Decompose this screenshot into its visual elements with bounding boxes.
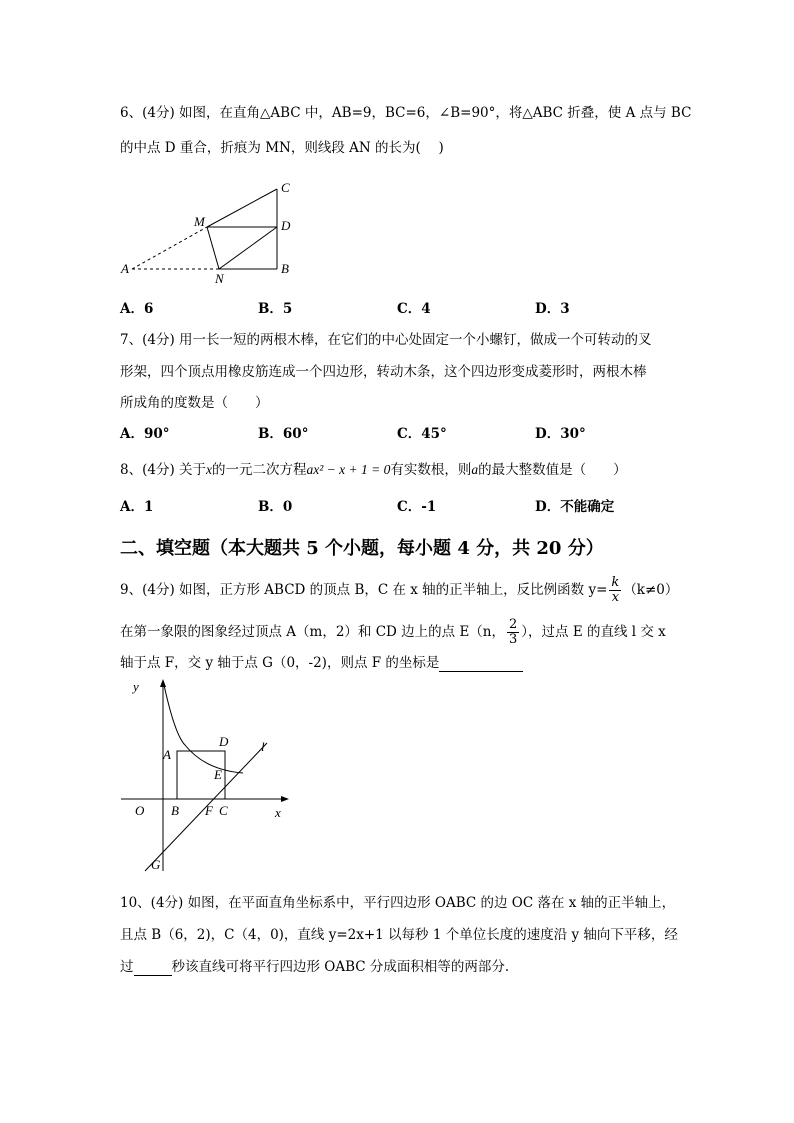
- q10-line-3-after: 秒该直线可将平行四边形 OABC 分成面积相等的两部分.: [171, 959, 510, 975]
- q9-fraction-2-over-3: [507, 618, 519, 647]
- q9-line-1: [120, 576, 678, 605]
- q9-line-2-after: ），过点 E 的直线 l 交 x: [521, 624, 666, 640]
- q7-option-d: D．30°: [535, 426, 586, 442]
- q9-fraction-k-over-x: [609, 576, 621, 605]
- q7-option-a: A．90°: [120, 426, 170, 442]
- q7-line-3: 所成角的度数是（ ）: [120, 395, 269, 411]
- q8-mid: 的一元二次方程: [212, 462, 307, 478]
- q6-option-c: C．4: [397, 301, 431, 317]
- q9-label-b: B: [171, 803, 179, 818]
- q9-frac2-den: 3: [509, 632, 518, 647]
- q8-line: [120, 461, 627, 479]
- q8-equation: ax² − x + 1 = 0: [306, 462, 391, 477]
- q9-label-y: y: [133, 679, 139, 694]
- q9-line-2: [120, 618, 666, 647]
- q9-frac1-den: x: [611, 590, 620, 605]
- q6-option-b: B．5: [258, 301, 293, 317]
- q6-label-b: B: [281, 261, 289, 276]
- q8-prefix: 8、(4分) 关于: [120, 462, 207, 478]
- q9-label-c: C: [219, 803, 228, 818]
- q10-answer-blank[interactable]: [134, 961, 172, 976]
- q6-triangle-figure: [115, 175, 305, 287]
- q9-label-o: O: [135, 803, 145, 818]
- q9-label-e: E: [214, 767, 222, 782]
- q8-mid2: 有实数根，则: [390, 462, 472, 478]
- q9-answer-blank[interactable]: [439, 657, 523, 672]
- q8-option-b: B．0: [258, 499, 293, 515]
- q9-label-g: G: [151, 857, 161, 872]
- q8-option-c: C．-1: [397, 499, 437, 515]
- q9-label-f: F: [205, 803, 213, 818]
- q10-line-1: 10、(4分) 如图，在平面直角坐标系中，平行四边形 OABC 的边 OC 落在 x 轴的正半轴上，: [120, 895, 676, 911]
- q10-line-3: [120, 958, 509, 976]
- q6-label-d: D: [281, 218, 291, 233]
- q7-line-1: 7、(4分) 用一长一短的两根木棒，在它们的中心处固定一个小螺钉，做成一个可转动的叉: [120, 332, 652, 348]
- q6-label-m: M: [194, 214, 205, 229]
- q6-option-a: A．6: [120, 301, 154, 317]
- q9-frac2-num: 2: [509, 617, 518, 632]
- q10-line-2: 且点 B（6，2)，C（4，0)，直线 y=2x+1 以每秒 1 个单位长度的速度沿 y 轴向下平移，经: [120, 927, 678, 943]
- q7-line-2: 形架，四个顶点用橡皮筋连成一个四边形，转动木条，这个四边形变成菱形时，两根木棒: [120, 364, 647, 380]
- q7-option-b: B．60°: [258, 426, 309, 442]
- q8-option-d: D．不能确定: [535, 499, 615, 515]
- q9-line-3-text: 轴于点 F，交 y 轴于点 G（0，-2)，则点 F 的坐标是: [120, 655, 440, 671]
- q9-label-l: l: [261, 739, 265, 754]
- q9-frac1-num: k: [611, 575, 620, 590]
- q7-option-c: C．45°: [397, 426, 447, 442]
- q9-label-a: A: [163, 747, 171, 762]
- q8-option-a: A．1: [120, 499, 154, 515]
- q6-label-n: N: [215, 271, 224, 286]
- q9-label-x: x: [275, 805, 281, 820]
- q9-line-1-before: 9、(4分) 如图，正方形 ABCD 的顶点 B，C 在 x 轴的正半轴上，反比例函数 y=: [120, 582, 608, 598]
- section-title: 二、填空题（本大题共 5 个小题，每小题 4 分，共 20 分）: [120, 538, 604, 559]
- q8-suffix: 的最大整数值是（ ）: [478, 462, 627, 478]
- q6-label-a: A: [121, 261, 129, 276]
- q6-line-2: 的中点 D 重合，折痕为 MN，则线段 AN 的长为( ): [120, 140, 444, 156]
- q9-line-2-before: 在第一象限的图象经过顶点 A（m，2）和 CD 边上的点 E（n，: [120, 624, 506, 640]
- q6-option-d: D．3: [535, 301, 570, 317]
- q6-line-1: 6、(4分) 如图，在直角△ABC 中，AB=9，BC=6，∠B=90°，将△ABC 折叠，使 A 点与 BC: [120, 105, 692, 121]
- q8-var-x: x: [206, 462, 213, 477]
- q8-var-a: a: [471, 462, 479, 477]
- q10-line-3-before: 过: [120, 959, 134, 975]
- q9-coordinate-figure: [115, 675, 295, 875]
- q9-line-3: [120, 654, 523, 672]
- q9-label-d: D: [219, 734, 229, 749]
- q9-line-1-after: （k≠0）: [623, 582, 679, 598]
- q6-label-c: C: [281, 180, 290, 195]
